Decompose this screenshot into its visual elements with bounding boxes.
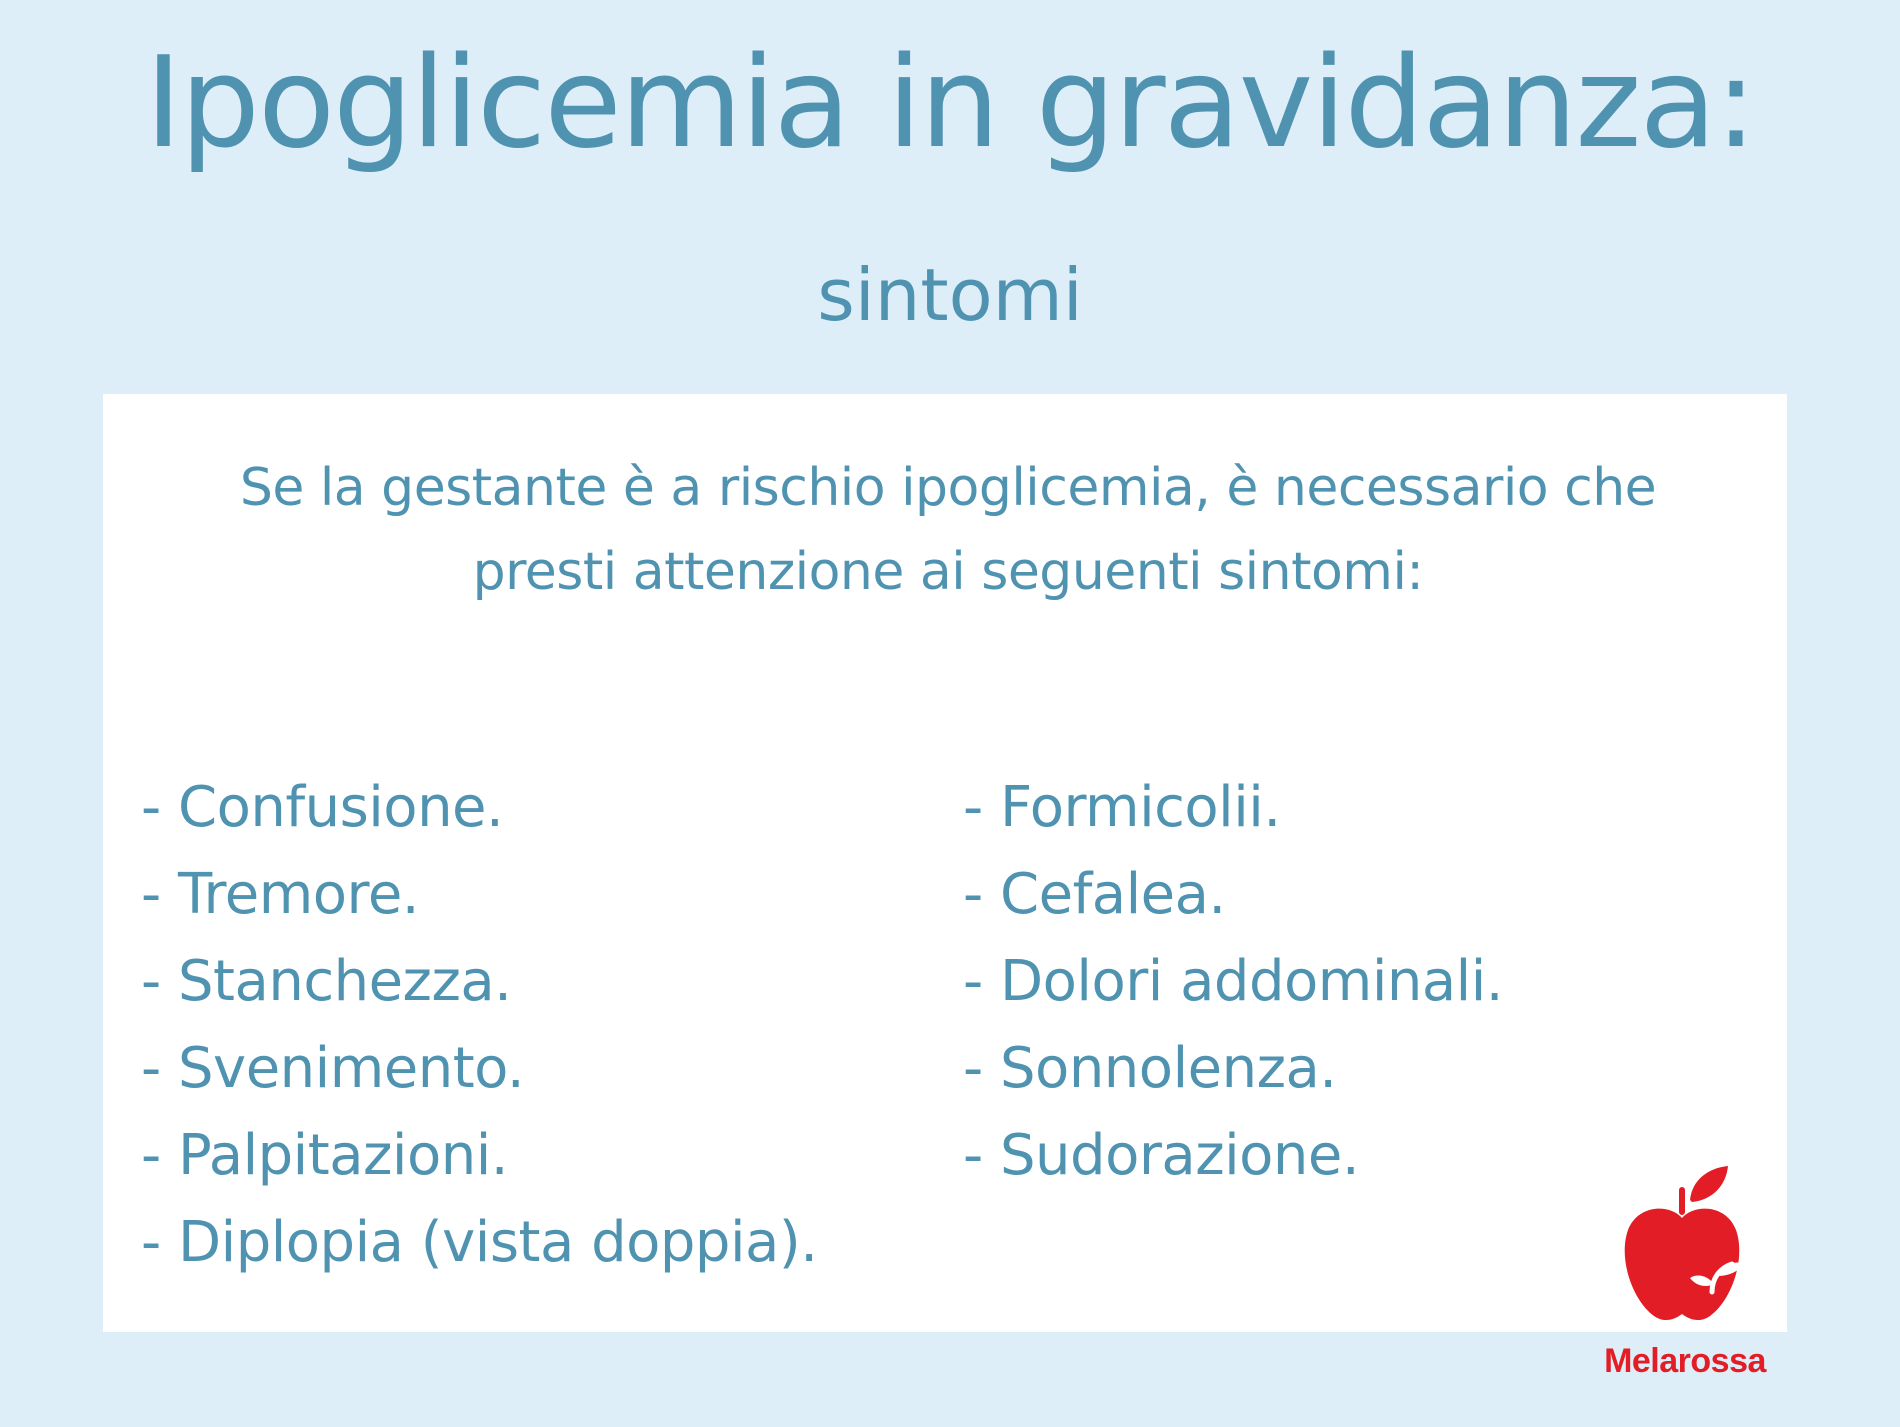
- list-item: - Svenimento.: [141, 1036, 525, 1101]
- list-item: - Tremore.: [141, 862, 420, 927]
- apple-icon: [1620, 1160, 1750, 1330]
- symptoms-card: [103, 394, 1787, 1332]
- list-item: - Stanchezza.: [141, 949, 512, 1014]
- page-subtitle: sintomi: [817, 253, 1083, 337]
- melarossa-logo: [1580, 1160, 1790, 1390]
- symptoms-list-right: [963, 764, 1503, 1199]
- symptoms-list-left: [141, 764, 818, 1286]
- list-item: - Dolori addominali.: [963, 949, 1504, 1014]
- list-item: - Sudorazione.: [963, 1123, 1360, 1188]
- list-item: - Formicolii.: [963, 775, 1281, 840]
- page-title: Ipoglicemia in gravidanza:: [144, 29, 1756, 176]
- intro-text: Se la gestante è a rischio ipoglicemia, è necessario che presti attenzione ai seguenti sintomi:: [239, 458, 1657, 602]
- list-item: - Sonnolenza.: [963, 1036, 1337, 1101]
- list-item: - Cefalea.: [963, 862, 1226, 927]
- list-item: - Palpitazioni.: [141, 1123, 509, 1188]
- list-item: - Diplopia (vista doppia).: [141, 1210, 818, 1275]
- list-item: - Confusione.: [141, 775, 504, 840]
- brand-name: Melarossa: [1604, 1342, 1766, 1380]
